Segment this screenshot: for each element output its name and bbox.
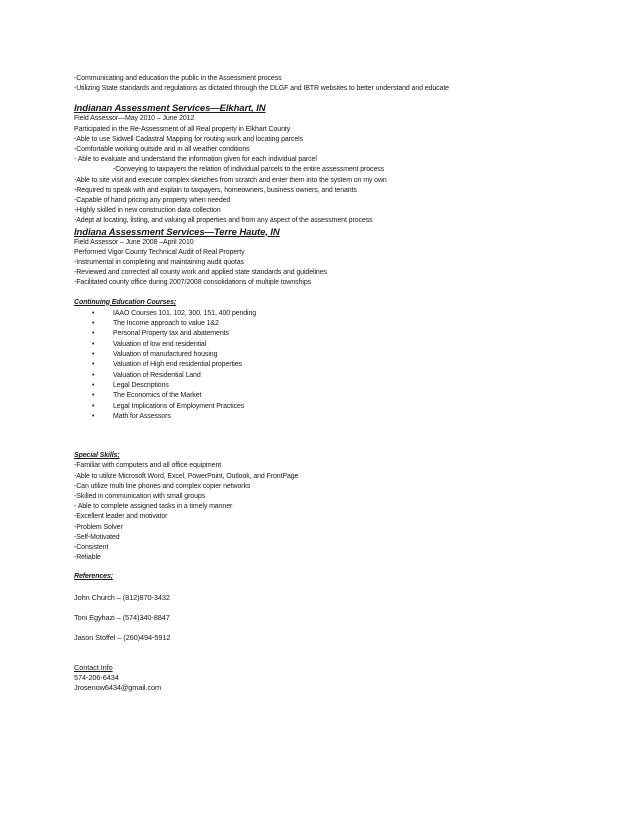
spacer	[74, 623, 574, 633]
course-label: Personal Property tax and abatements	[113, 330, 229, 338]
course-label: Valuation of High end residential properties	[113, 361, 242, 369]
spacer	[74, 289, 574, 298]
spacer	[74, 583, 574, 593]
skill-line: - Able to complete assigned tasks in a timely manner	[74, 503, 233, 511]
skill-line: -Excellent leader and motivator	[74, 513, 168, 521]
skill-line: -Reliable	[74, 554, 101, 562]
list-item	[74, 412, 574, 422]
bullet-icon: •	[92, 330, 95, 338]
text-line: -Able to use Sidwell Cadastral Mapping for routing work and locating parcels	[74, 135, 303, 143]
bullet-icon: •	[92, 320, 95, 328]
education-list	[74, 309, 574, 422]
text-line: -Comfortable working outside and in all weather conditions	[74, 146, 250, 154]
list-item	[74, 402, 574, 412]
skill-line: -Problem Solver	[74, 523, 123, 531]
bullet-icon: •	[92, 381, 95, 389]
course-label: Legal Implications of Employment Practices	[113, 402, 245, 410]
course-label: Valuation of manufactured housing	[113, 351, 218, 359]
skill-line: -Familiar with computers and all office equipment	[74, 462, 222, 470]
text-line: -Utilizing State standards and regulations as dictated through the DLGF and IBTR websites to better understand and educate	[74, 85, 449, 93]
skills-heading: Special Skills;	[74, 452, 120, 460]
skill-line: -Can utilize multi line phones and complex copier networks	[74, 482, 251, 490]
bullet-icon: •	[92, 371, 95, 379]
contact-heading: Contact Info	[74, 662, 113, 672]
spacer	[74, 643, 574, 663]
bullet-icon: •	[92, 340, 95, 348]
list-item	[74, 360, 574, 370]
list-item	[74, 350, 574, 360]
text-line: Participated in the Re-Assessment of all Real property in Elkhart County	[74, 125, 291, 133]
list-item	[74, 381, 574, 391]
skill-line: -Skilled in communication with small groups	[74, 492, 206, 500]
bullet-icon: •	[92, 412, 95, 420]
bullet-icon: •	[92, 392, 95, 400]
skill-line: -Consistent	[74, 543, 109, 551]
spacer	[74, 422, 574, 451]
reference-line: Toni Egyhazi – (574)340-8847	[74, 612, 170, 622]
list-item	[74, 391, 574, 401]
list-item	[74, 371, 574, 381]
course-label: IAAO Courses 101, 102, 300, 151, 400 pending	[113, 309, 257, 317]
bullet-icon: •	[92, 361, 95, 369]
text-line: Field Assessor – June 2008 –April 2010	[74, 238, 194, 246]
skill-line: -Self-Motivated	[74, 533, 120, 541]
text-line: -Instrumental in completing and maintaining audit quotas	[74, 259, 244, 267]
spacer	[74, 94, 574, 103]
course-label: Legal Descriptions	[113, 381, 169, 389]
course-label: The Economics of the Market	[113, 392, 202, 400]
job-title-terre-haute: Indiana Assessment Services—Terre Haute, IN	[74, 226, 280, 238]
text-line: -Capable of hand pricing any property when needed	[74, 197, 231, 205]
education-heading: Continuing Education Courses;	[74, 298, 177, 306]
course-label: Valuation of Residential Land	[113, 371, 201, 379]
contact-phone: 574-206-6434	[74, 672, 119, 682]
bullet-icon: •	[92, 402, 95, 410]
text-line-indented: -Conveying to taxpayers the relation of individual parcels to the entire assessment process	[113, 166, 385, 174]
text-line: -Highly skilled in new construction data collection	[74, 207, 221, 215]
text-line: - Able to evaluate and understand the information given for each individual parcel	[74, 156, 317, 164]
references-heading: References;	[74, 573, 113, 581]
course-label: Math for Assessors	[113, 412, 171, 420]
text-line: Performed Vigor County Technical Audit of Real Property	[74, 248, 245, 256]
skill-line: -Able to utilize Microsoft Word, Excel, PowerPoint, Outlook, and FrontPage	[74, 472, 299, 480]
list-item	[74, 309, 574, 319]
text-line: -Required to speak with and explain to taxpayers, homeowners, business owners, and tenants	[74, 186, 357, 194]
text-line: -Adept at locating, listing, and valuing all properties and from any aspect of the assessment process	[74, 217, 373, 225]
reference-line: John Church – (812)870-3432	[74, 592, 170, 602]
text-line: -Able to site visit and execute complex sketches from scratch and enter them into the system on my own	[74, 176, 387, 184]
reference-line: Jason Stoffel – (260)494-5912	[74, 632, 171, 642]
bullet-icon: •	[92, 351, 95, 359]
text-line: -Reviewed and corrected all county work and applied state standards and guidelines	[74, 269, 327, 277]
spacer	[74, 603, 574, 613]
text-line: -Facilitated county office during 2007/2008 consolidations of multiple townships	[74, 279, 312, 287]
contact-email: Jrosenow6434@gmail.com	[74, 683, 162, 693]
list-item	[74, 319, 574, 329]
spacer	[74, 563, 574, 572]
bullet-icon: •	[92, 309, 95, 317]
text-line: Field Assessor—May 2010 – June 2012	[74, 115, 195, 123]
course-label: The Income approach to value 1&2	[113, 320, 219, 328]
text-line: -Communicating and education the public in the Assessment process	[74, 75, 282, 82]
list-item	[74, 329, 574, 339]
course-label: Valuation of low end residential	[113, 340, 207, 348]
job-title-elkhart: Indianan Assessment Services—Elkhart, IN	[74, 103, 266, 115]
resume-page	[74, 74, 574, 693]
list-item	[74, 340, 574, 350]
